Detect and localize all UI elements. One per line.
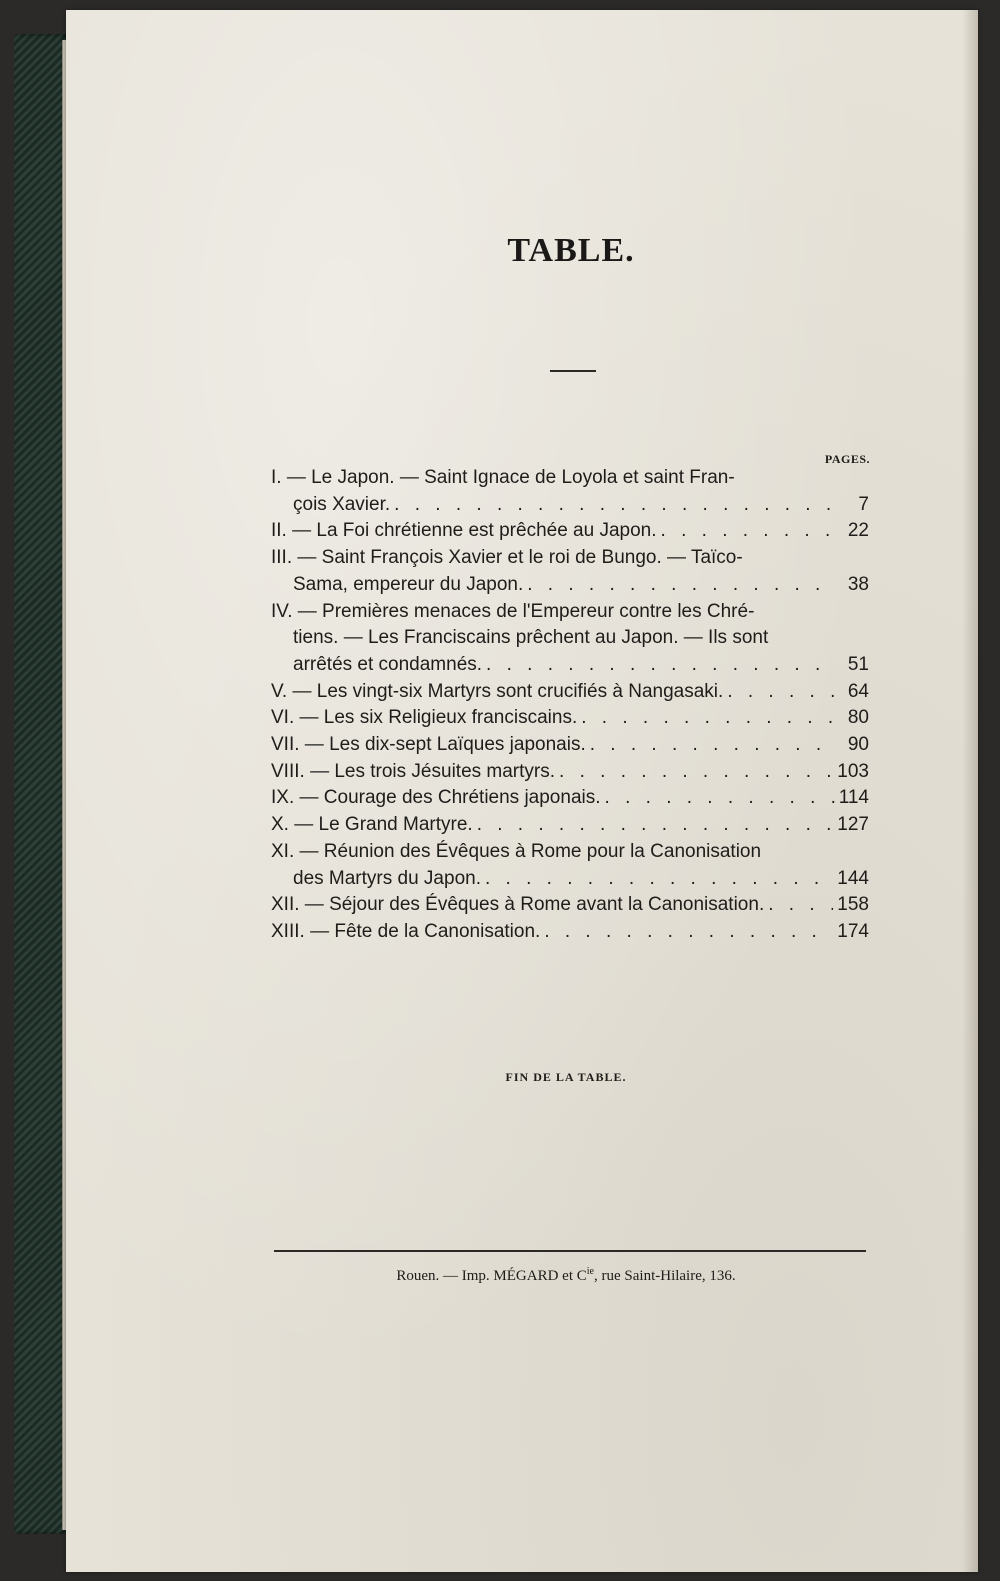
- toc-leader-dots: [581, 705, 835, 732]
- toc-entry-text: IV. — Premières menaces de l'Empereur contre les Chré-: [271, 600, 755, 622]
- colophon-text-after: , rue Saint-Hilaire, 136.: [594, 1268, 736, 1284]
- toc-entry-text: VII. — Les dix-sept Laïques japonais.: [271, 734, 586, 756]
- toc-leader-dots: [527, 572, 835, 599]
- toc-leader-dots: [486, 652, 835, 679]
- pages-column-label: PAGES.: [824, 452, 870, 466]
- toc-entry-text: des Martyrs du Japon.: [293, 867, 481, 889]
- toc-entry-line: [271, 705, 869, 732]
- toc-leader-dots: [559, 759, 833, 786]
- toc-entry-line: [271, 625, 869, 652]
- toc-entry: [271, 839, 869, 892]
- toc-entry-text: II. — La Foi chrétienne est prêchée au Japon.: [271, 520, 657, 542]
- toc-leader-dots: [394, 492, 835, 519]
- toc-leader-dots: [485, 866, 833, 893]
- toc-page-number: 22: [847, 520, 869, 542]
- toc-entry-line: [271, 465, 869, 492]
- toc-leader-dots: [605, 785, 835, 812]
- toc-entry-line: [271, 732, 869, 759]
- toc-entry-text: arrêtés et condamnés.: [293, 653, 483, 675]
- toc-entry-text: çois Xavier.: [293, 493, 391, 515]
- toc-entry: [271, 919, 869, 946]
- toc-entry-line: [271, 812, 869, 839]
- toc-entry-text: XI. — Réunion des Évêques à Rome pour la Canonisation: [271, 840, 762, 862]
- toc-entry: [271, 679, 869, 706]
- toc-entry: [271, 705, 869, 732]
- toc-leader-dots: [768, 892, 833, 919]
- page-title: TABLE.: [507, 232, 635, 269]
- title-divider: [550, 370, 596, 372]
- toc-page-number: 51: [847, 653, 869, 675]
- toc-page-number: 144: [837, 867, 869, 889]
- toc-entry-line: [271, 599, 869, 626]
- toc-entry: [271, 759, 869, 786]
- toc-leader-dots: [477, 812, 834, 839]
- toc-page-number: 80: [847, 707, 869, 729]
- toc-entry-text: I. — Le Japon. — Saint Ignace de Loyola et saint Fran-: [271, 467, 735, 488]
- colophon-superscript: ie: [586, 1266, 594, 1277]
- end-of-table-note: FIN DE LA TABLE.: [505, 1070, 627, 1084]
- toc-leader-dots: [544, 919, 833, 946]
- book-page: [66, 10, 978, 1572]
- toc-leader-dots: [661, 518, 835, 545]
- toc-page-number: 7: [858, 493, 869, 515]
- toc-page-number: 174: [837, 920, 869, 942]
- toc-entry-text: V. — Les vingt-six Martyrs sont crucifiés à Nangasaki.: [271, 680, 724, 702]
- toc-page-number: 38: [847, 573, 869, 595]
- toc-entry: [271, 892, 869, 919]
- toc-leader-dots: [727, 679, 835, 706]
- toc-entry-text: Sama, empereur du Japon.: [293, 573, 524, 595]
- toc-page-number: 114: [838, 787, 869, 809]
- toc-entry-line: [271, 652, 869, 679]
- toc-entry-line: [271, 892, 869, 919]
- toc-entry-text: VIII. — Les trois Jésuites martyrs.: [271, 760, 556, 782]
- toc-page-number: 127: [837, 814, 869, 836]
- toc-entry-line: [271, 759, 869, 786]
- toc-entry: [271, 518, 869, 545]
- toc-page-number: 90: [847, 734, 869, 756]
- toc-entry-line: [271, 679, 869, 706]
- toc-entry-line: [271, 518, 869, 545]
- toc-entry-text: XII. — Séjour des Évêques à Rome avant la Canonisation.: [271, 894, 765, 916]
- toc-entry: [271, 732, 869, 759]
- toc-entry: [271, 785, 869, 812]
- toc-entry-text: IX. — Courage des Chrétiens japonais.: [271, 787, 601, 809]
- toc-entry-text: XIII. — Fête de la Canonisation.: [271, 920, 541, 942]
- toc-leader-dots: [590, 732, 835, 759]
- toc-page-number: 103: [837, 760, 869, 782]
- table-of-contents: [271, 465, 869, 946]
- toc-entry: [271, 545, 869, 598]
- toc-entry-line: [271, 919, 869, 946]
- toc-entry-line: [271, 545, 869, 572]
- toc-entry-line: [271, 839, 869, 866]
- colophon-text-before: Rouen. — Imp. MÉGARD et C: [396, 1268, 587, 1284]
- toc-entry-line: [271, 866, 869, 893]
- toc-entry-text: X. — Le Grand Martyre.: [271, 814, 473, 836]
- toc-page-number: 64: [847, 680, 869, 702]
- toc-entry-text: III. — Saint François Xavier et le roi de Bungo. — Taïco-: [271, 547, 743, 569]
- toc-entry-line: [271, 785, 869, 812]
- colophon-divider: [274, 1250, 866, 1252]
- toc-entry-text: tiens. — Les Franciscains prêchent au Japon. — Ils sont: [293, 627, 769, 649]
- toc-entry-line: [271, 492, 869, 519]
- toc-entry-line: [271, 572, 869, 599]
- toc-entry: [271, 465, 869, 518]
- toc-entry: [271, 812, 869, 839]
- toc-entry-text: VI. — Les six Religieux franciscains.: [271, 707, 578, 729]
- toc-page-number: 158: [837, 894, 869, 916]
- toc-entry: [271, 599, 869, 679]
- printer-colophon: [66, 1266, 1000, 1285]
